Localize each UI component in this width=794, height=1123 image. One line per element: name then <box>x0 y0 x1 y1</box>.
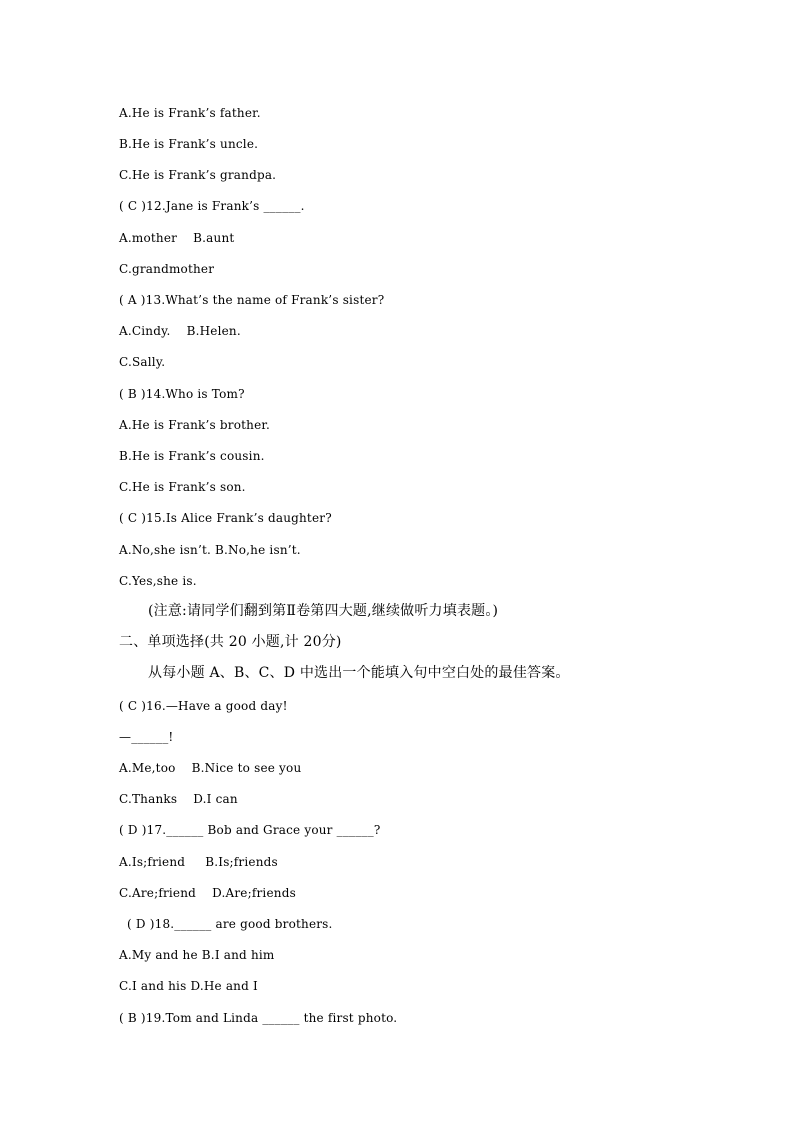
option-line: A.Me,too B.Nice to see you <box>119 761 302 775</box>
option-line: C.I and his D.He and I <box>119 979 258 993</box>
option-line: C.grandmother <box>119 262 215 276</box>
question-line: ( A )13.What’s the name of Frank’s sister? <box>119 293 385 307</box>
section-instructions: 从每小题 A、B、C、D 中选出一个能填入句中空白处的最佳答案。 <box>148 665 570 681</box>
option-line: C.He is Frank’s grandpa. <box>119 168 277 182</box>
option-line: C.Are;friend D.Are;friends <box>119 886 296 900</box>
option-line: C.Thanks D.I can <box>119 792 238 806</box>
answer-blank-line: —______! <box>119 730 174 744</box>
option-line: A.No,she isn’t. B.No,he isn’t. <box>119 543 301 557</box>
question-line: ( D )17.______ Bob and Grace your ______? <box>119 823 381 837</box>
option-line: C.He is Frank’s son. <box>119 480 246 494</box>
option-line: A.Cindy. B.Helen. <box>119 324 241 338</box>
option-line: A.Is;friend B.Is;friends <box>119 855 278 869</box>
option-line: C.Yes,she is. <box>119 574 197 588</box>
question-line: ( B )19.Tom and Linda ______ the first photo. <box>119 1011 398 1025</box>
option-line: A.He is Frank’s brother. <box>119 418 271 432</box>
question-line: ( C )12.Jane is Frank’s ______. <box>119 199 305 213</box>
question-line: ( B )14.Who is Tom? <box>119 387 245 401</box>
question-line: ( D )18.______ are good brothers. <box>127 917 333 931</box>
question-line: ( C )15.Is Alice Frank’s daughter? <box>119 511 332 525</box>
notice-text: (注意:请同学们翻到第Ⅱ卷第四大题,继续做听力填表题。) <box>148 603 499 619</box>
option-line: A.My and he B.I and him <box>119 948 275 962</box>
option-line: B.He is Frank’s uncle. <box>119 137 259 151</box>
question-line: ( C )16.—Have a good day! <box>119 699 288 713</box>
option-line: B.He is Frank’s cousin. <box>119 449 265 463</box>
section-heading: 二、单项选择(共 20 小题,计 20分) <box>119 634 342 650</box>
option-line: C.Sally. <box>119 355 166 369</box>
option-line: A.He is Frank’s father. <box>119 106 261 120</box>
option-line: A.mother B.aunt <box>119 231 235 245</box>
